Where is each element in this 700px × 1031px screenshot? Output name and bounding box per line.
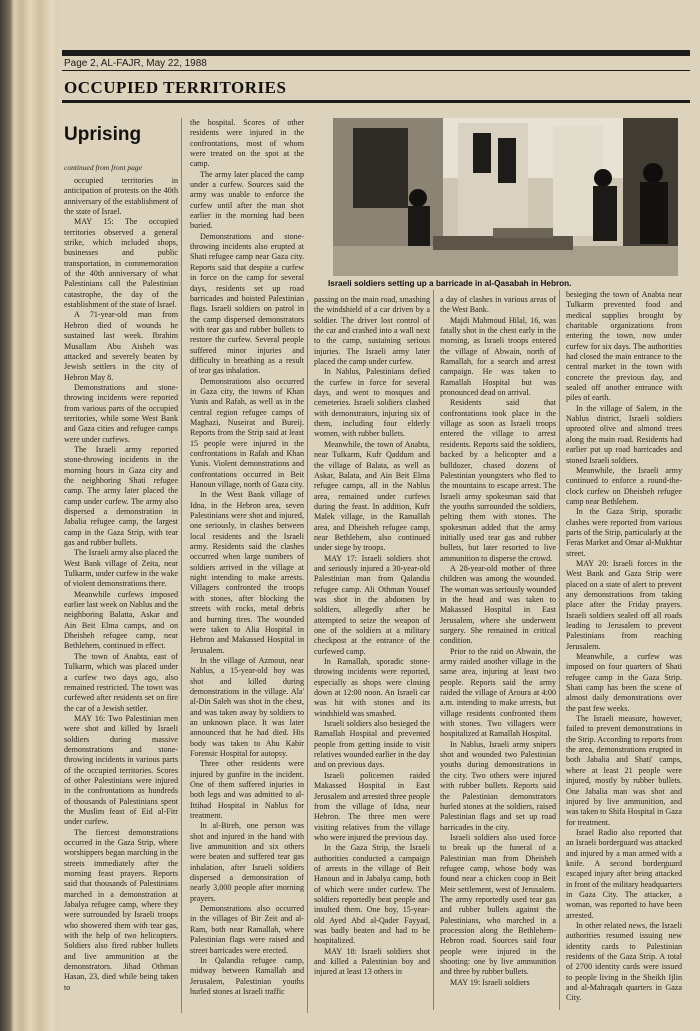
article-paragraph: The Israeli army reported stone-throwing incidents in the morning hours in Gaza city and the neighboring Shati refugee camp. The army later placed the camp under curfew. The army also dispersed a demonstration in Jabalia refugee camp, the largest camp in the Gaza Strip, with tear gas and rubber bullets.: [64, 444, 178, 548]
article-paragraph: MAY 19: Israeli soldiers: [450, 977, 530, 987]
article-paragraph: The Israeli army also placed the West Bank village of Zeita, near Tulkarm, under curfew in the wake of violent demonstrations there.: [64, 548, 178, 589]
article-headline: Uprising: [64, 124, 142, 145]
article-paragraph: In the Gaza Strip, sporadic clashes were reported from various parts of the Strip, particularly at the Feras Market and Omar al-Mukhtar street.: [566, 507, 682, 558]
article-paragraph: In al-Bireh, one person was shot and injured in the hand with live ammunition and six others were beaten and suffered tear gas inhalation, after Israeli soldiers dispersed a demonstration of nearly 3,000 people after morning prayers.: [190, 821, 304, 903]
newspaper-page: [58, 0, 700, 1031]
column-rule: [433, 290, 434, 1010]
article-paragraph: The army later placed the camp under a curfew. Sources said the army was unable to enforce the curfew until after the man shot earlier in the morning had been buried.: [190, 169, 304, 231]
article-paragraph: Meanwhile, the town of Anabta, near Tulkarm, Kufr Qaddum and the village of Balata, as well as Askar, Balata, and Ain Beit Elma refugee camps, all in the Nablus area, remained under curfews during the feast. In addition, Kufr Malek village, in the Ramallah area, and Dheisheh refugee camp, near Bethlehem, also continued under siege by troops.: [314, 439, 430, 553]
article-paragraph: Demonstrations and stone-throwing incidents also erupted at Shati refugee camp near Gaza city. Reports said that despite a curfew in force on the camp for several days, residents set up road barricades and hoisted Palestinian flags. Israeli soldiers on patrol in the camp dispersed demonstrators with tear gas and rubber bullets to restore the curfew. Several people suffered minor injuries and difficulty in breathing as a result of tear gas inhalation.: [190, 231, 304, 376]
article-paragraph: Demonstrations also occurred in the villages of Bir Zeit and al-Ram, both near Ramallah, where Palestinian flags were raised and street barricades were erected.: [190, 904, 304, 955]
article-paragraph: A 28-year-old mother of three children was among the wounded. The woman was seriously wounded in the head and was taken to Makassed Hospital in East Jerusalem, where she underwent surgery. She remained in critical condition.: [440, 563, 556, 646]
section-rule: [62, 100, 690, 103]
article-paragraph: Majdi Mahmoud Hilal, 16, was fatally shot in the chest early in the morning, as Israeli troops entered the village of Abwain, north of Ramallah, for a search and arrest campaign. He was taken to Ramallah Hospital but was pronounced dead on arrival.: [440, 315, 556, 398]
article-paragraph: A 71-year-old man from Hebron died of wounds he sustained last week. Ibrahim Musallam Abu Aisheh was attacked and severely beaten by Jewish settlers in the city of Hebron May 8.: [64, 310, 178, 382]
news-photo: [333, 118, 678, 276]
article-paragraph: In the Gaza Strip, the Israeli authorities conducted a campaign of arrests in the village of Beit Hanoun and in Jabalya camp, both of which were under curfew. The soldiers reportedly beat people and insulted them. One boy, 15-year-old Ayed Abd al-Qader Fayyad, was badly beaten and had to be hospitalized.: [314, 843, 430, 946]
article-paragraph: Meanwhile, the Israeli army continued to enforce a round-the-clock curfew on Dheisheh refugee camp near Bethlehem.: [566, 465, 682, 506]
column-rule: [559, 290, 560, 1010]
article-paragraph: In the village of Azmout, near Nablus, a 15-year-old boy was shot and killed during demonstrations in the village. Ala' al-Din Saleh was shot in the chest, and was taken away by soldiers to an unknown place. It was later announced that he had died. His body was taken to Abu Kabir Forensic Hospital for autopsy.: [190, 655, 304, 758]
article-paragraph: In the village of Salem, in the Nablus district, Israeli soldiers uprooted olive and almond trees along the main road. Residents had earlier put up road barricades and stoned Israeli soldiers.: [566, 403, 682, 465]
article-paragraph: In Qalandia refugee camp, midway between Ramallah and Jerusalem, Palestinian youths hurled stones at Israeli traffic: [190, 955, 304, 996]
article-paragraph: MAY 15: The occupied territories observed a general strike, which included shops, businesses and public transportation, in commemoration of the 40th anniversary of what Palestinians call the Palestinian catastrophe, the day of the establishment of the state of Israel.: [64, 217, 178, 310]
article-paragraph: Prior to the raid on Abwain, the army raided another village in the same area, injuring at least two people. Reports said the army raided the village of Aroura at 4:00 a.m. intending to make arrests, but village residents confronted them with stones. Two villagers were hospitalized at Ramallah Hospital.: [440, 646, 556, 739]
article-paragraph: The Israeli measure, however, failed to prevent demonstrations in the Strip. According to reports from the area, demonstrations erupted in both Jabalia and Shati' camps, where at least 21 people were injured, mostly by rubber bullets. One Jabalia man was shot and injured by live ammunition, and was taken to Shifa Hospital in Gaza for treatment.: [566, 714, 682, 827]
top-rule: [62, 50, 690, 56]
article-paragraph: a day of clashes in various areas of the West Bank.: [440, 295, 556, 315]
article-paragraph: Meanwhile, a curfew was imposed on four quarters of Shati refugee camp in the Gaza Strip. Shati camp has been the scene of almost daily demonstrations over the past few weeks.: [566, 652, 682, 713]
article-paragraph: Meanwhile curfews imposed earlier last week on Nablus and the neighboring Balatta, Askar and Ain Beit Elma camps, and on Dheisheh refugee camp, near Bethlehem, continued in effect.: [64, 589, 178, 651]
article-paragraph: In Nablus, Palestinians defied the curfew in force for several days, and went to mosques and cemeteries. Israeli soldiers clashed with demonstrators, injuring six of them, including four elderly women, with rubber bullets.: [314, 367, 430, 439]
article-paragraph: Demonstrations and stone-throwing incidents were reported from various parts of the occupied territories, while some West Bank and Gaza cities and refugee camps were under curfews.: [64, 382, 178, 444]
article-paragraph: The fiercest demonstrations occurred in the Gaza Strip, where worshippers began marching in the streets immediately after the morning feast prayers. Reports said that thousands of Palestinians marched in a demonstration at Jabalya refugee camp, where they were surrounded by Israeli troops who showered them with tear gas, with the help of two helicopters. Soldiers also fired rubber bullets and live ammunition at the demonstrators. Jihad Othman Hasan, 23, died while being taken to: [64, 827, 178, 992]
photo-caption: Israeli soldiers setting up a barricade in al-Qasabah in Hebron.: [328, 279, 572, 288]
article-paragraph: Demonstrations also occurred in Gaza city, the towns of Khan Yunis and Rafah, as well as in the central region refugee camps of Maghazi, Nuseirat and Bureij. Reports from the Strip said at least 15 people were injured in the confrontations in Rafah and Khan Yunis. Violent demonstrations and confrontations occurred in Beit Hanoun village, north of Gaza city.: [190, 376, 304, 490]
dateline-rule: [62, 70, 690, 71]
article-paragraph: Israeli soldiers also besieged the Ramallah Hospital and prevented people from getting inside to visit relatives wounded earlier in the day and on previous days.: [314, 719, 430, 770]
article-paragraph: besieging the town of Anabta near Tulkarm prevented food and medical supplies brought by charitable organizations from entering the town, now under curfew for six days. The authorities had closed the main entrance to the central market in the town with concrete the previous day, and sealed off another entrance with piles of earth.: [566, 290, 682, 403]
article-paragraph: the hospital. Scores of other residents were injured in the confrontations, most of whom were treated on the spot at the camp.: [190, 118, 304, 169]
article-paragraph: In the West Bank village of Idna, in the Hebron area, seven Palestinians were shot and injured, one seriously, in clashes between local residents and the Israeli army. Residents said the clashes occurred when large numbers of soldiers arrived in the village at night intending to make arrests. Villagers confronted the troops with stones, after blocking the streets with rocks, metal debris and burning tires. The wounded were taken to Alia Hospital in Hebron and Makassed Hospital in Jerusalem.: [190, 490, 304, 655]
article-paragraph: Three other residents were injured by gunfire in the incident. One of them suffered injuries in both legs and was admitted to al-Ittihad Hospital in Nablus for treatment.: [190, 759, 304, 821]
article-paragraph: MAY 20: Israeli forces in the West Bank and Gaza Strip were placed on a state of alert to prevent any demonstrations from taking place after the Friday prayers. Israeli soldiers sealed off all roads leading to Jerusalem to prevent Palestinians from reaching Jerusalem.: [566, 558, 682, 651]
article-paragraph: Israeli soldiers also used force to break up the funeral of a Palestinian man from Dheisheh refugee camp, whose body was found near a chicken coop in Beit Meir settlement, west of Jerusalem. The army reportedly used tear gas and rubber bullets against the Palestinians, who marched in a procession along the Bethlehem-Hebron road. Sources said four people were injured in the shooting: one by live ammunition and three by rubber bullets.: [440, 832, 556, 977]
continued-note: continued from front page: [64, 163, 142, 172]
article-paragraph: In other related news, the Israeli authorities resumed issuing new identity cards to Palestinian residents of the Gaza Strip. A total of 2700 identity cards were issued to people living in the Sheikh Ijlin and al-Mahraqah quarters in Gaza City.: [566, 920, 682, 1003]
column-rule: [307, 300, 308, 1013]
section-title: OCCUPIED TERRITORIES: [64, 78, 287, 97]
article-paragraph: passing on the main road, smashing the windshield of a car driven by a soldier. The driver lost control of the car and crashed into a wall next to the camp, sustaining serious injuries. The Israeli army later placed the camp under curfew.: [314, 295, 430, 367]
text-column-3: [314, 295, 430, 1016]
article-paragraph: The town of Anabta, east of Tulkarm, which was placed under a curfew two days ago, also remained restricted. The town was curfewed after residents set on fire the car of a Jewish settler.: [64, 651, 178, 713]
article-paragraph: Residents said that confrontations took place in the village as soon as Israeli troops entered the village to arrest residents. Reports said the soldiers, backed by a helicopter and a bulldozer, chased dozens of Palestinian youngsters who fled to the mountains to escape arrest. The Israeli army spokesman said that the youths surrounded the soldiers, pelting them with stones. The spokesman added that the army initially used tear gas and rubber bullets, but later resorted to live ammunition to disperse the crowd.: [440, 398, 556, 563]
article-paragraph: MAY 17: Israeli soldiers shot and seriously injured a 30-year-old Palestinian man from Qalandia refugee camp. Ali Othman Yousef was shot in the abdomen by soldiers, allegedly after he attempted to seize the weapon of one of the soldiers at a military checkpost at the entrance of the curfewed camp.: [314, 553, 430, 656]
article-paragraph: Israel Radio also reported that an Israeli borderguard was attacked and injured by a man armed with a knife. A second borderguard escaped injury after being attacked in front of the military headquarters in Gaza City. The attacker, a woman, was reported to have been arrested.: [566, 827, 682, 920]
article-paragraph: occupied territories in anticipation of protests on the 40th anniversary of the establishment of the state of Israel.: [64, 176, 178, 217]
article-paragraph: MAY 18: Israeli soldiers shot and killed a Palestinian boy and injured at least 13 others in: [314, 946, 430, 977]
text-column-1: [64, 176, 178, 1016]
article-paragraph: In Ramallah, sporadic stone-throwing incidents were reported, especially as shops were closing down at 12:00 noon. An Israeli car was hit with stones and its windshield was smashed.: [314, 657, 430, 718]
text-column-2: [190, 118, 304, 1016]
article-paragraph: In Nablus, Israeli army snipers shot and wounded two Palestinian youths during demonstrations in the city. Two others were injured with rubber bullets. Reports said the Palestinian demonstrators hurled stones at the soldiers, raised Palestinian flags and set up road barricades in the city.: [440, 739, 556, 832]
text-column-4: [440, 295, 556, 1016]
column-rule: [181, 118, 182, 1013]
book-binding-spine: [0, 0, 60, 1031]
article-paragraph: MAY 16: Two Palestinian men were shot and killed by Israeli soldiers during massive demonstrations and stone-throwing incidents in various parts of the occupied territories. Scores of other Palestinians were injured in the confrontations as hundreds of thousands of Palestinians spent the Muslim feast of Eid al-Fitr under curfew.: [64, 713, 178, 827]
article-paragraph: Israeli policemen raided Makassed Hospital in East Jerusalem and arrested three people from the village of Idna, near Hebron. The three men were visiting relatives from the village who were injured the previous day.: [314, 770, 430, 842]
page-dateline: Page 2, AL-FAJR, May 22, 1988: [64, 58, 207, 69]
text-column-5: [566, 290, 682, 1016]
